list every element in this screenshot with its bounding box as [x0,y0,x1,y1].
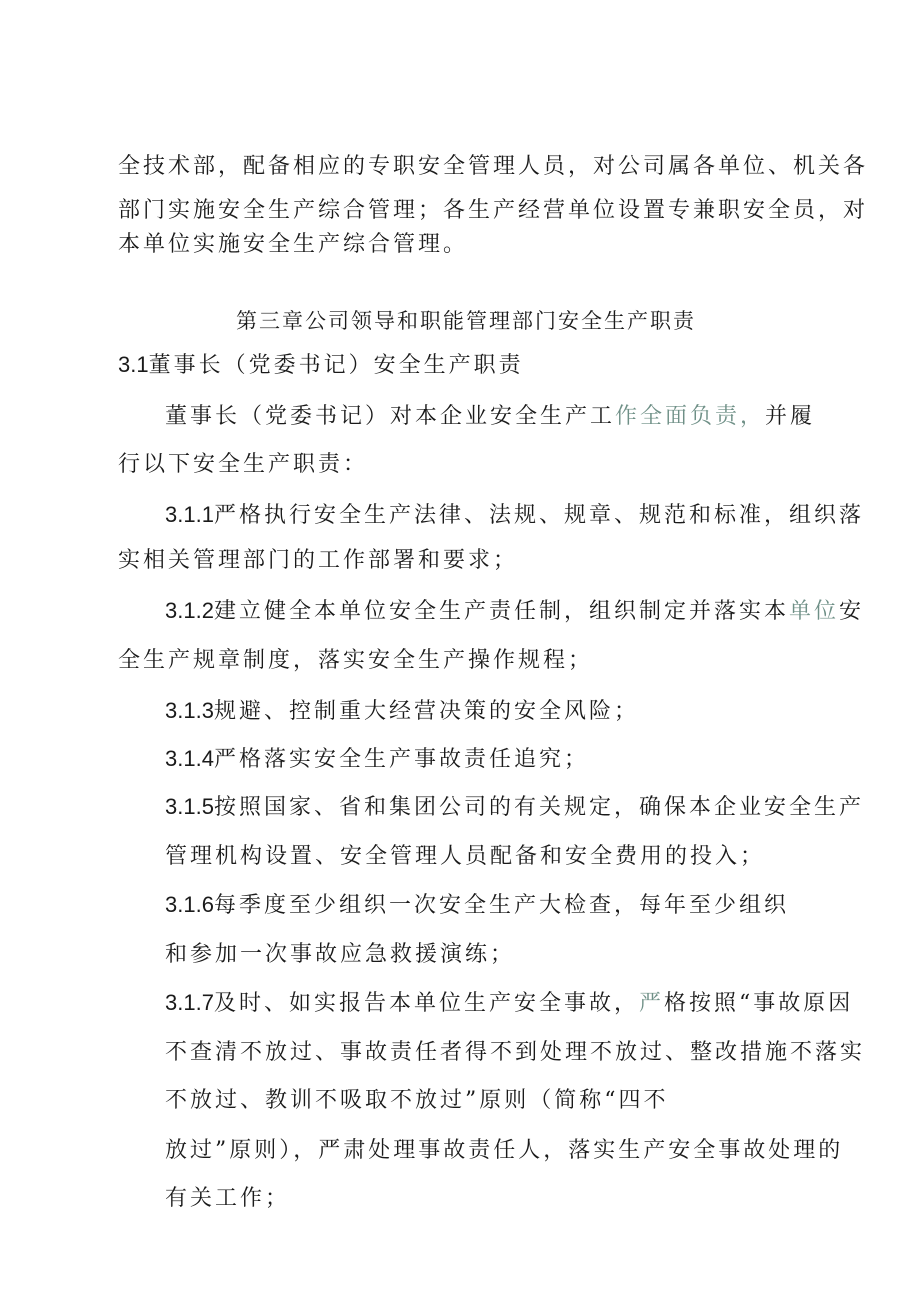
item-text: 严格落实安全生产事故责任追究； [213,747,589,772]
item-3-1-7-line-5: 有关工作； [165,1186,291,1211]
item-3-1-2-line-2: 全生产规章制度，落实安全生产操作规程； [118,648,594,673]
item-text-tinted: 单位 [788,599,839,624]
intro-line-2: 部门实施安全生产综合管理；各生产经营单位设置专兼职安全员，对 [118,198,869,223]
item-3-1-6-line-1 [165,890,789,921]
section-title: 董事长（党委书记）安全生产职责 [148,353,524,378]
section-heading [118,350,524,381]
item-3-1-7-line-2: 不查清不放过、事故责任者得不到处理不放过、整改措施不落实 [165,1040,866,1065]
intro-line-1: 全技术部，配备相应的专职安全管理人员，对公司属各单位、机关各 [118,154,869,179]
item-3-1-1-line-2: 实相关管理部门的工作部署和要求； [118,548,519,573]
lead-line-2: 行以下安全生产职责： [118,452,369,477]
intro-line-3: 本单位实施安全生产综合管理。 [118,232,469,257]
item-text: 规避、控制重大经营决策的安全风险； [213,699,639,724]
item-3-1-2-line-1 [165,596,864,627]
lead-text-tinted: 作全面负责， [615,404,766,429]
item-text: 安 [838,599,864,624]
item-text: 按照国家、省和集团公司的有关规定，确保本企业安全生产 [213,795,864,820]
item-number: 3.1.1 [165,502,214,527]
item-3-1-6-line-2: 和参加一次事故应急救援演练； [165,942,516,967]
item-3-1-7-line-3: 不放过、教训不吸取不放过”原则（简称“四不 [165,1088,669,1113]
item-text-tinted: 严 [638,991,664,1016]
section-number: 3.1 [118,352,149,377]
chapter-title: 第三章公司领导和职能管理部门安全生产职责 [236,309,696,333]
item-number: 3.1.6 [165,892,214,917]
lead-line-1 [165,402,815,432]
item-number: 3.1.5 [165,794,214,819]
lead-text-1: 董事长（党委书记）对本企业安全生产工 [165,404,616,429]
item-text: 格按照“事故原因 [663,991,854,1016]
item-3-1-5-line-2: 管理机构设置、安全管理人员配备和安全费用的投入； [165,844,766,869]
item-text: 及时、如实报告本单位生产安全事故， [213,991,639,1016]
item-text: 严格执行安全生产法律、法规、规章、规范和标准，组织落 [213,503,864,528]
item-3-1-3 [165,696,639,727]
item-3-1-1-line-1 [165,500,864,531]
item-number: 3.1.4 [165,746,214,771]
item-number: 3.1.7 [165,990,214,1015]
item-text: 每季度至少组织一次安全生产大检查，每年至少组织 [213,893,789,918]
item-3-1-7-line-4: 放过”原则），严肃处理事故责任人，落实生产安全事故处理的 [165,1138,844,1163]
item-number: 3.1.3 [165,698,214,723]
item-text: 建立健全本单位安全生产责任制，组织制定并落实本 [213,599,789,624]
item-3-1-4 [165,744,589,775]
item-3-1-5-line-1 [165,792,864,823]
lead-text-3: 并履 [765,404,816,429]
item-number: 3.1.2 [165,598,214,623]
item-3-1-7-line-1 [165,988,853,1019]
